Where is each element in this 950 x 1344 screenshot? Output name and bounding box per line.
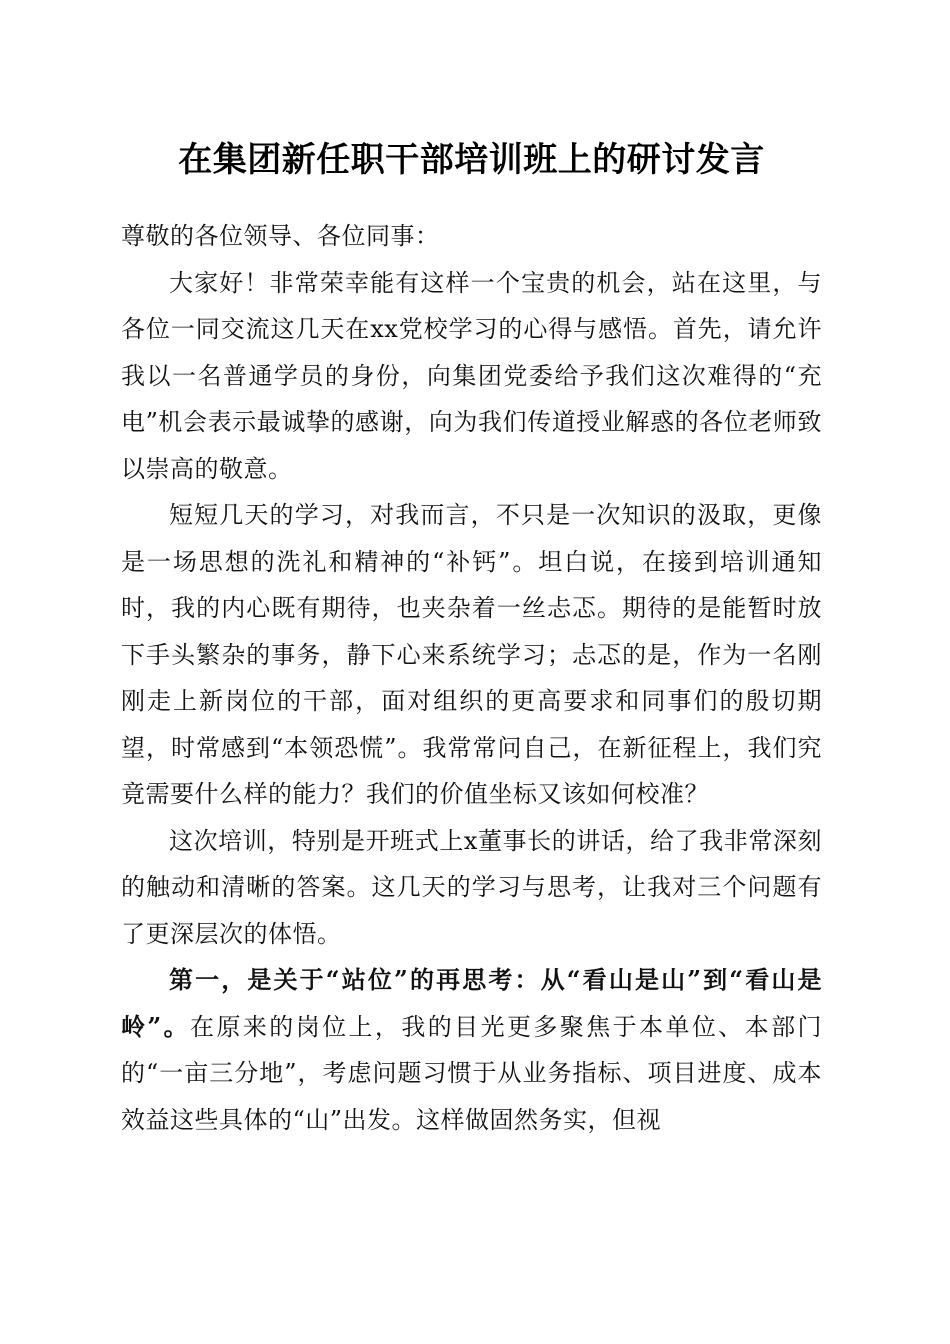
paragraph-opening: 大家好！非常荣幸能有这样一个宝贵的机会，站在这里，与各位一同交流这几天在xx党校学习的心得与感悟。首先，请允许我以一名普通学员的身份，向集团党委给予我们这次难得的“充电”机会表示最诚挚的感谢，向为我们传道授业解惑的各位老师致以崇高的敬意。 — [121, 268, 822, 483]
paragraph-training: 这次培训，特别是开班式上x董事长的讲话，给了我非常深刻的触动和清晰的答案。这几天的学习与思考，让我对三个问题有了更深层次的体悟。 — [121, 826, 822, 948]
document-title: 在集团新任职干部培训班上的研讨发言 — [178, 140, 765, 180]
salutation: 尊敬的各位领导、各位同事： — [121, 222, 440, 250]
paragraph-point-one — [121, 957, 822, 1143]
document-body — [121, 213, 822, 1143]
point-one-heading: 第一，是关于“站位”的再思考：从“看山是山”到“看山是岭”。 — [121, 965, 822, 1041]
paragraph-reflection: 短短几天的学习，对我而言，不只是一次知识的汲取，更像是一场思想的洗礼和精神的“补钙”。坦白说，在接到培训通知时，我的内心既有期待，也夹杂着一丝忐忑。期待的是能暂时放下手头繁杂的事务，静下心来系统学习；忐忑的是，作为一名刚刚走上新岗位的干部，面对组织的更高要求和同事们的殷切期望，时常感到“本领恐慌”。我常常问自己，在新征程上，我们究竟需要什么样的能力？我们的价值坐标又该如何校准？ — [121, 501, 822, 808]
point-one-text: 在原来的岗位上，我的目光更多聚焦于本单位、本部门的“一亩三分地”，考虑问题习惯于从业务指标、项目进度、成本效益这些具体的“山”出发。这样做固然务实，但视 — [121, 1012, 822, 1134]
